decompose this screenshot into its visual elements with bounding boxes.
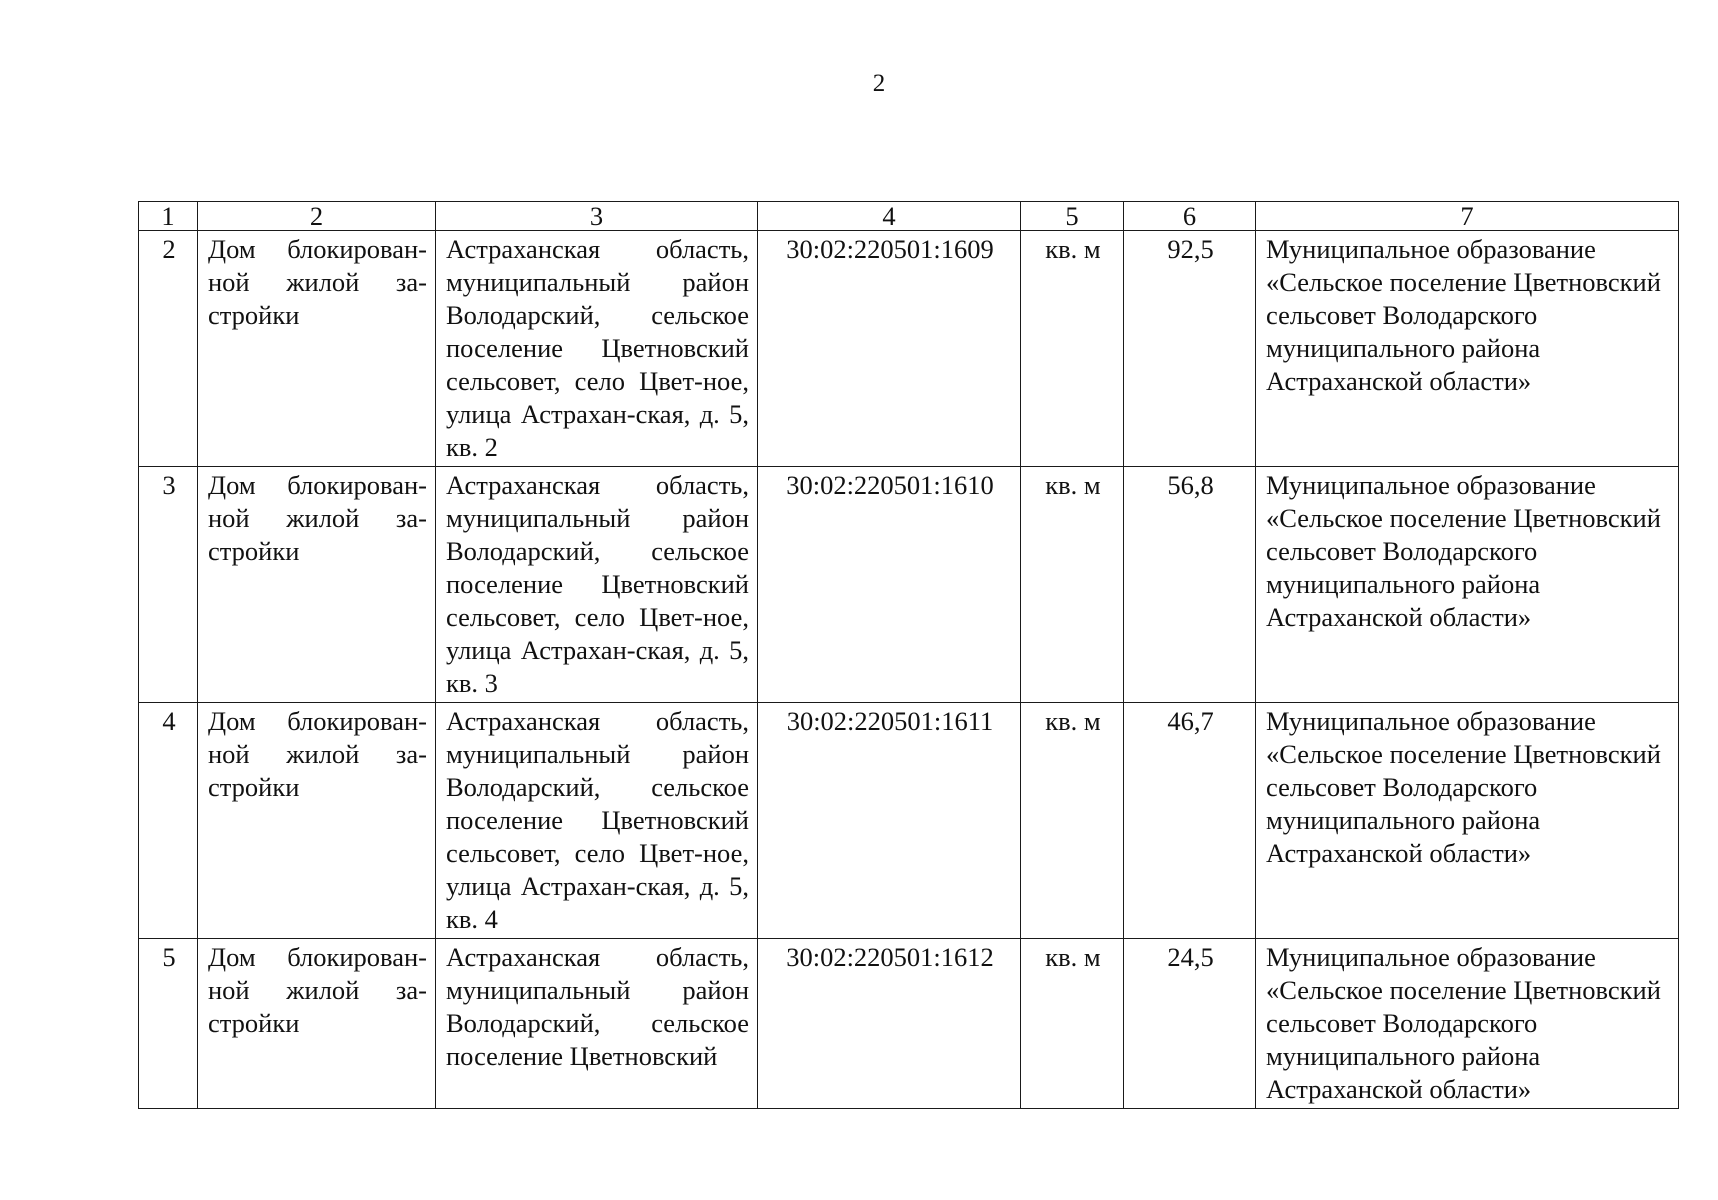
area-value: 46,7 — [1124, 703, 1256, 939]
column-header-2: 2 — [198, 202, 436, 231]
area-value: 56,8 — [1124, 467, 1256, 703]
object-name: Дом блокирован-ной жилой за-стройки — [198, 467, 436, 703]
cadastral-number: 30:02:220501:1611 — [758, 703, 1021, 939]
column-header-3: 3 — [436, 202, 758, 231]
owner: Муниципальное образование «Сельское поселение Цветновский сельсовет Володарского муниципального района Астраханской области» — [1256, 231, 1679, 467]
cadastral-number: 30:02:220501:1609 — [758, 231, 1021, 467]
column-header-1: 1 — [139, 202, 198, 231]
row-number: 5 — [139, 939, 198, 1109]
page-number: 2 — [872, 70, 886, 97]
row-number: 2 — [139, 231, 198, 467]
table-row — [139, 231, 1679, 467]
object-address: Астраханская область, муниципальный район Володарский, сельское поселение Цветновский сельсовет, село Цвет-ное, улица Астрахан-ская, д. 5, кв. 4 — [436, 703, 758, 939]
table-header — [139, 202, 1679, 231]
unit-of-measure: кв. м — [1021, 467, 1124, 703]
unit-of-measure: кв. м — [1021, 231, 1124, 467]
unit-of-measure: кв. м — [1021, 703, 1124, 939]
column-header-4: 4 — [758, 202, 1021, 231]
table-row — [139, 939, 1679, 1109]
object-name: Дом блокирован-ной жилой за-стройки — [198, 939, 436, 1109]
column-header-7: 7 — [1256, 202, 1679, 231]
object-name: Дом блокирован-ной жилой за-стройки — [198, 231, 436, 467]
area-value: 92,5 — [1124, 231, 1256, 467]
object-address: Астраханская область, муниципальный район Володарский, сельское поселение Цветновский сельсовет, село Цвет-ное, улица Астрахан-ская, д. 5, кв. 3 — [436, 467, 758, 703]
table-body — [139, 231, 1679, 1109]
header-row — [139, 202, 1679, 231]
column-header-5: 5 — [1021, 202, 1124, 231]
area-value: 24,5 — [1124, 939, 1256, 1109]
column-header-6: 6 — [1124, 202, 1256, 231]
table-row — [139, 467, 1679, 703]
object-name: Дом блокирован-ной жилой за-стройки — [198, 703, 436, 939]
unit-of-measure: кв. м — [1021, 939, 1124, 1109]
cadastral-number: 30:02:220501:1612 — [758, 939, 1021, 1109]
owner: Муниципальное образование «Сельское поселение Цветновский сельсовет Володарского муниципального района Астраханской области» — [1256, 939, 1679, 1109]
object-address: Астраханская область, муниципальный район Володарский, сельское поселение Цветновский сельсовет, село Цвет-ное, улица Астрахан-ская, д. 5, кв. 2 — [436, 231, 758, 467]
object-address: Астраханская область, муниципальный район Володарский, сельское поселение Цветновский — [436, 939, 758, 1109]
cadastral-number: 30:02:220501:1610 — [758, 467, 1021, 703]
row-number: 3 — [139, 467, 198, 703]
row-number: 4 — [139, 703, 198, 939]
owner: Муниципальное образование «Сельское поселение Цветновский сельсовет Володарского муниципального района Астраханской области» — [1256, 703, 1679, 939]
property-registry-table — [138, 201, 1679, 1109]
table-row — [139, 703, 1679, 939]
owner: Муниципальное образование «Сельское поселение Цветновский сельсовет Володарского муниципального района Астраханской области» — [1256, 467, 1679, 703]
